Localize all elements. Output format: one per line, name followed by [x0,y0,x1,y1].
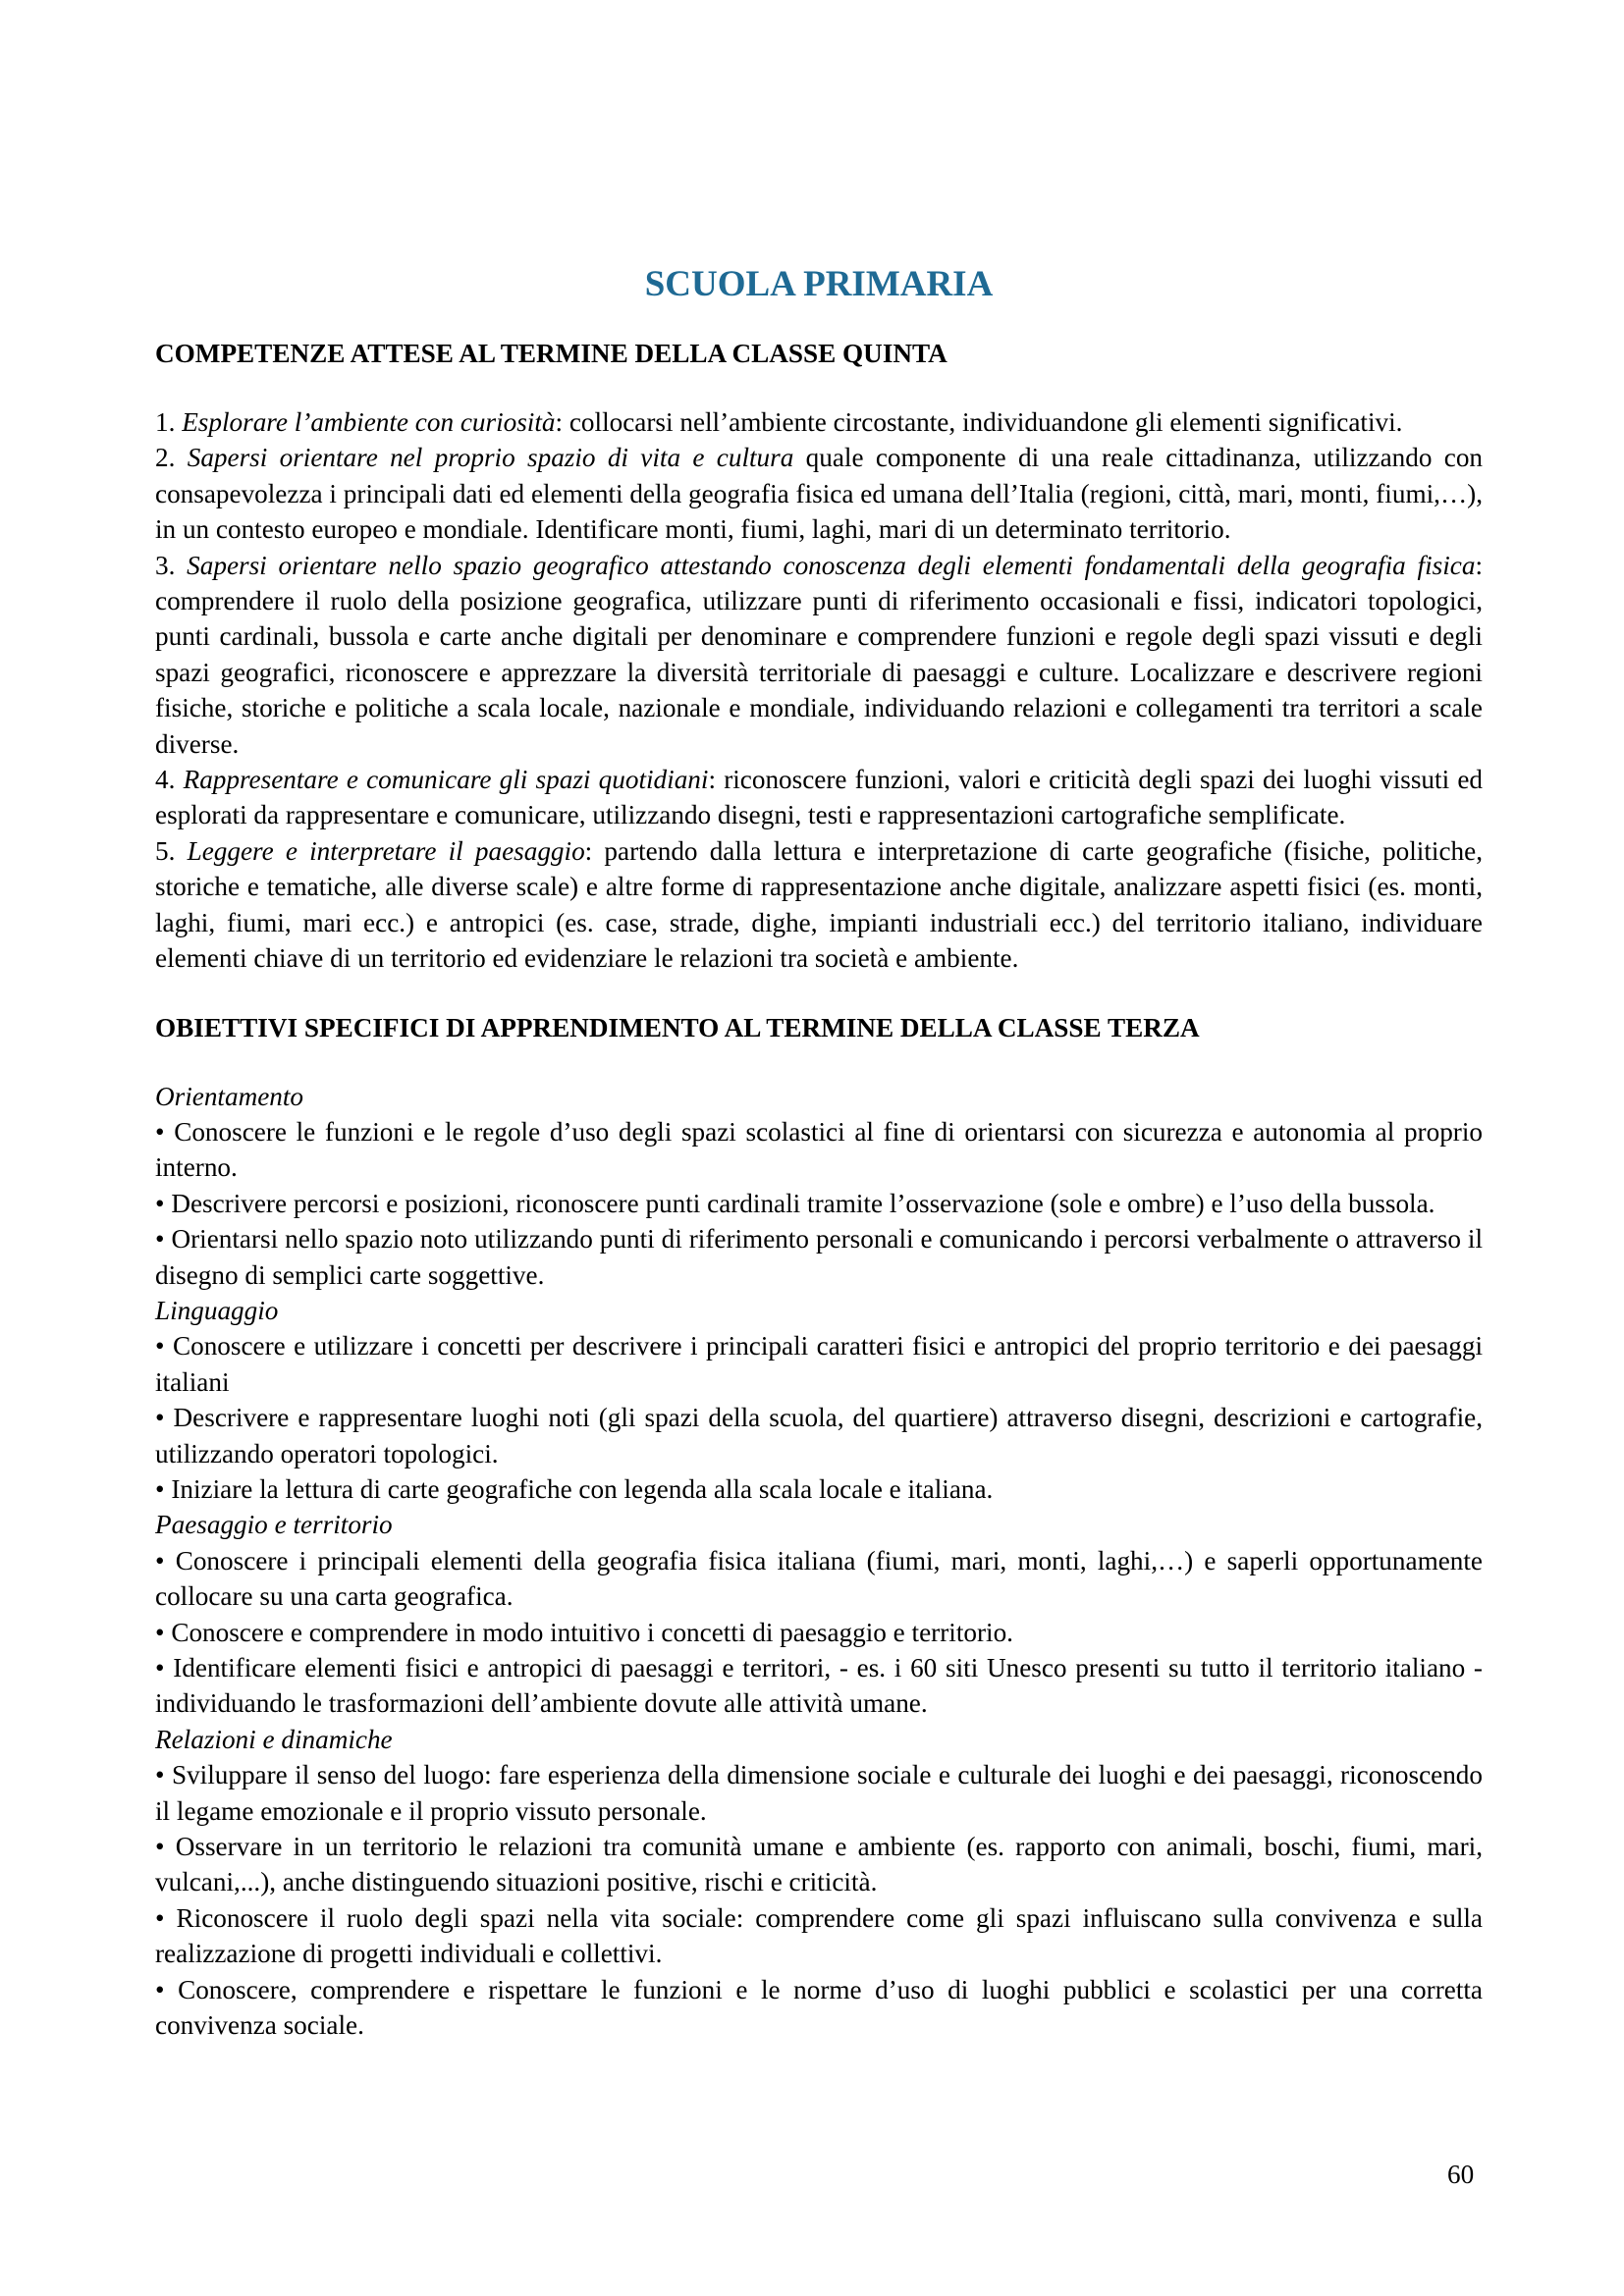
list-item: • Orientarsi nello spazio noto utilizzando punti di riferimento personali e comunicando i percorsi verbalmente o attraverso il disegno di semplici carte soggettive. [155,1224,1483,1290]
competenza-item: 3. Sapersi orientare nello spazio geografico attestando conoscenza degli elementi fondamentali della geografia fisica: comprendere il ruolo della posizione geografica, utilizzare punti di riferimento occasionali e fissi, indicatori topologici, punti cardinali, bussola e carte anche digitali per denominare e comprendere funzioni e regole degli spazi vissuti e degli spazi geografici, riconoscere e apprezzare la diversità territoriale di paesaggi e culture. Localizzare e descrivere regioni fisiche, storiche e politiche a scala locale, nazionale e mondiale, individuando relazioni e collegamenti tra territori a scale diverse. [155,550,1483,759]
list-item: • Sviluppare il senso del luogo: fare esperienza della dimensione sociale e culturale dei luoghi e dei paesaggi, riconoscendo il legame emozionale e il proprio vissuto personale. [155,1760,1483,1826]
list-item: • Osservare in un territorio le relazioni tra comunità umane e ambiente (es. rapporto con animali, boschi, fiumi, mari, vulcani,...), anche distinguendo situazioni positive, rischi e criticità. [155,1832,1483,1897]
page-number: 60 [1447,2160,1475,2189]
competenza-item: 4. Rappresentare e comunicare gli spazi quotidiani: riconoscere funzioni, valori e criticità degli spazi dei luoghi vissuti ed esplorati da rappresentare e comunicare, utilizzando disegni, testi e rappresentazioni cartografiche semplificate. [155,765,1483,830]
list-item: • Conoscere, comprendere e rispettare le funzioni e le norme d’uso di luoghi pubblici e scolastici per una corretta convivenza sociale. [155,1974,1483,2041]
list-item: • Riconoscere il ruolo degli spazi nella vita sociale: comprendere come gli spazi influiscano sulla convivenza e sulla realizzazione di progetti individuali e collettivi. [155,1902,1483,1969]
list-item: • Conoscere e utilizzare i concetti per descrivere i principali caratteri fisici e antropici del proprio territorio e dei paesaggi italiani [155,1331,1483,1397]
document-page [155,263,1483,2043]
obiettivi-sections [155,1079,1483,2044]
section-title-orientamento: Orientamento [155,1081,304,1111]
competenze-heading: COMPETENZE ATTESE AL TERMINE DELLA CLASSE QUINTA [155,339,947,368]
list-item: • Conoscere i principali elementi della geografia fisica italiana (fiumi, mari, monti, laghi,…) e saperli opportunamente collocare su una carta geografica. [155,1545,1483,1612]
obiettivi-heading: OBIETTIVI SPECIFICI DI APPRENDIMENTO AL TERMINE DELLA CLASSE TERZA [155,1012,1200,1042]
list-item: • Conoscere le funzioni e le regole d’uso degli spazi scolastici al fine di orientarsi con sicurezza e autonomia al proprio interno. [155,1116,1483,1183]
competenza-item: 5. Leggere e interpretare il paesaggio: partendo dalla lettura e interpretazione di carte geografiche (fisiche, politiche, storiche e tematiche, alle diverse scale) e altre forme di rappresentazione anche digitale, analizzare aspetti fisici (es. monti, laghi, fiumi, mari ecc.) e antropici (es. case, strade, dighe, impianti industriali ecc.) del territorio italiano, individuare elementi chiave di un territorio ed evidenziare le relazioni tra società e ambiente. [155,835,1483,974]
list-item: • Identificare elementi fisici e antropici di paesaggi e territori, - es. i 60 siti Unesco presenti su tutto il territorio italiano - individuando le trasformazioni dell’ambiente dovute alle attività umane. [155,1653,1483,1719]
list-item: • Descrivere e rappresentare luoghi noti (gli spazi della scuola, del quartiere) attraverso disegni, descrizioni e cartografie, utilizzando operatori topologici. [155,1403,1483,1468]
section-title-paesaggio: Paesaggio e territorio [155,1510,393,1540]
competenze-list [155,404,1483,977]
page-title: SCUOLA PRIMARIA [644,264,994,304]
list-item: • Iniziare la lettura di carte geografiche con legenda alla scala locale e italiana. [155,1473,994,1504]
section-title-linguaggio: Linguaggio [155,1295,279,1325]
list-item: • Descrivere percorsi e posizioni, riconoscere punti cardinali tramite l’osservazione (sole e ombre) e l’uso della bussola. [155,1188,1435,1218]
competenza-item: 2. Sapersi orientare nel proprio spazio di vita e cultura quale componente di una reale cittadinanza, utilizzando con consapevolezza i principali dati ed elementi della geografia fisica ed umana dell’Italia (regioni, città, mari, monti, fiumi,…), in un contesto europeo e mondiale. Identificare monti, fiumi, laghi, mari di un determinato territorio. [155,443,1484,545]
list-item: • Conoscere e comprendere in modo intuitivo i concetti di paesaggio e territorio. [155,1617,1013,1647]
competenza-item: 1. Esplorare l’ambiente con curiosità: collocarsi nell’ambiente circostante, individuandone gli elementi significativi. [155,407,1403,437]
section-title-relazioni: Relazioni e dinamiche [155,1724,393,1754]
